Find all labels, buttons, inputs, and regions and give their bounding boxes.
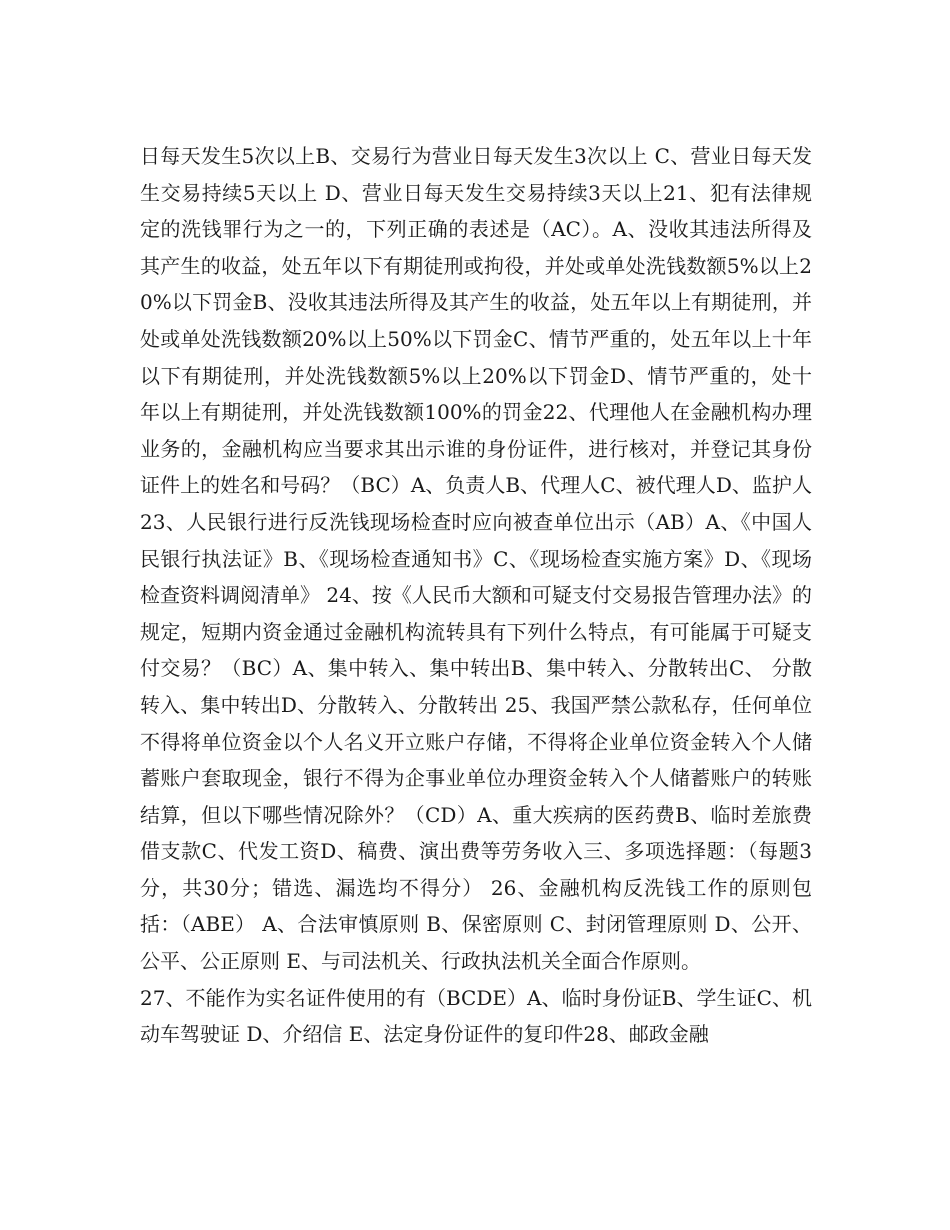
paragraph-questions-20-26: 日每天发生5次以上B、交易行为营业日每天发生3次以上 C、营业日每天发生交易持续5天以上 D、营业日每天发生交易持续3天以上21、犯有法律规定的洗钱罪行为之一的，下列正确的表述是（AC）。A、没收其违法所得及其产生的收益，处五年以下有期徒刑或拘役，并处或单处洗钱数额5%以上20%以下罚金B、没收其违法所得及其产生的收益，处五年以上有期徒刑，并处或单处洗钱数额20%以上50%以下罚金C、情节严重的，处五年以上十年以下有期徒刑，并处洗钱数额5%以上20%以下罚金D、情节严重的，处十年以上有期徒刑，并处洗钱数额100%的罚金22、代理他人在金融机构办理业务的，金融机构应当要求其出示谁的身份证件，进行核对，并登记其身份证件上的姓名和号码？（BC）A、负责人B、代理人C、被代理人D、监护人 23、人民银行进行反洗钱现场检查时应向被查单位出示（AB）A、《中国人民银行执法证》B、《现场检查通知书》C、《现场检查实施方案》D、《现场检查资料调阅清单》 24、按《人民币大额和可疑支付交易报告管理办法》的规定，短期内资金通过金融机构流转具有下列什么特点，有可能属于可疑支付交易？（BC）A、集中转入、集中转出B、集中转入、分散转出C、 分散转入、集中转出D、分散转入、分散转出 25、我国严禁公款私存，任何单位不得将单位资金以个人名义开立账户存储，不得将企业单位资金转入个人储蓄账户套取现金，银行不得为企事业单位办理资金转入个人储蓄账户的转账结算，但以下哪些情况除外？（CD）A、重大疾病的医药费B、临时差旅费借支款C、代发工资D、稿费、演出费等劳务收入三、多项选择题：（每题3分，共30分；错选、漏选均不得分） 26、金融机构反洗钱工作的原则包括：（ABE） A、合法审慎原则 B、保密原则 C、封闭管理原则 D、公开、公平、公正原则 E、与司法机关、行政执法机关全面合作原则。	[140, 144, 812, 974]
document-body	[140, 138, 812, 1053]
paragraph-questions-27-28: 27、不能作为实名证件使用的有（BCDE）A、临时身份证B、学生证C、机动车驾驶证 D、介绍信 E、法定身份证件的复印件28、邮政金融	[140, 985, 812, 1047]
